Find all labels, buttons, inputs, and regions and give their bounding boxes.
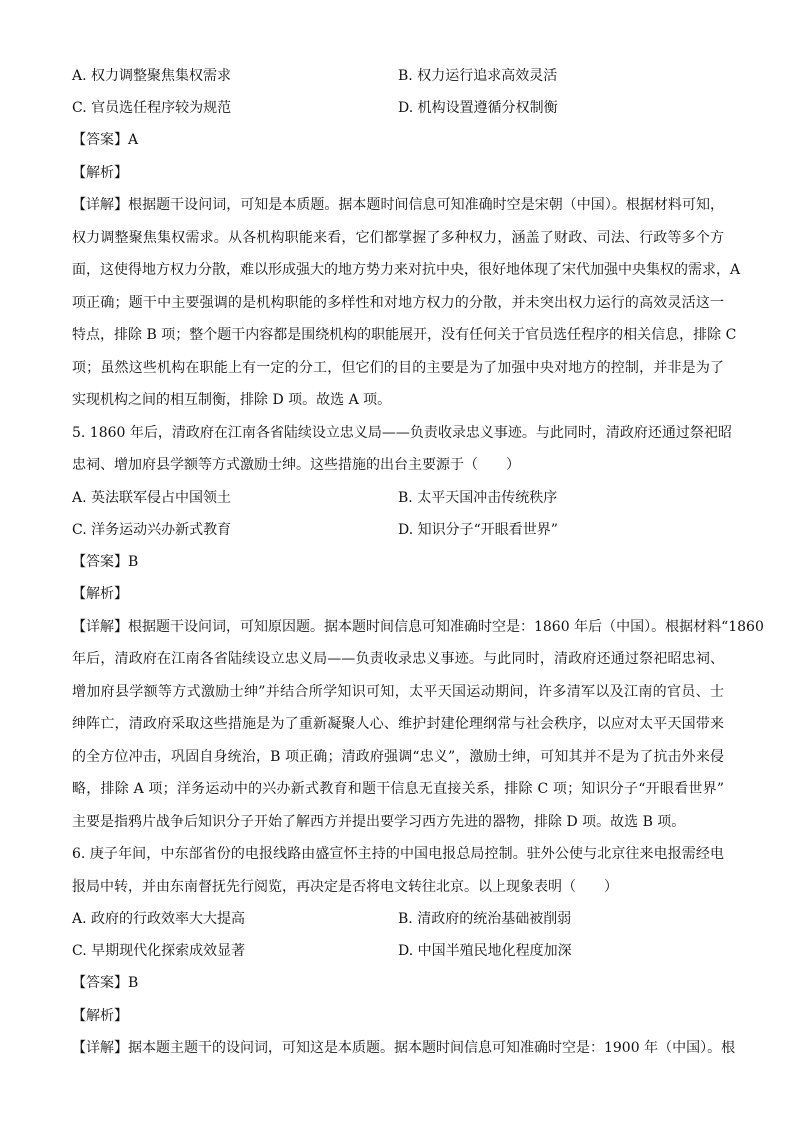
q4-options-row-2 (72, 92, 724, 124)
q6-stem-line: 6. 庚子年间，中东部省份的电报线路由盛宣怀主持的中国电报总局控制。驻外公使与北京往来电报需经电 (72, 846, 724, 862)
q6-analysis-heading: 【解析】 (72, 1007, 128, 1024)
q4-detail-line: 项正确；题干中主要强调的是机构职能的多样性和对地方权力的分散，并未突出权力运行的高效灵活这一 (72, 294, 724, 311)
q6-options-row-1 (72, 903, 724, 935)
q4-answer: 【答案】A (72, 132, 139, 148)
q5-analysis-heading: 【解析】 (72, 586, 128, 602)
q5-option-a: A. 英法联军侵占中国领土 (72, 489, 232, 506)
q5-detail-line: 主要是指鸦片战争后知识分子开始了解西方并提出要学习西方先进的器物，排除 D 项。故选 B 项。 (72, 813, 686, 830)
document-page (72, 60, 764, 1065)
q4-detail-line: 权力调整聚焦集权需求。从各机构职能来看，它们都掌握了多种权力，涵盖了财政、司法、行政等多个方 (72, 229, 724, 246)
q5-detail-line: 年后，清政府在江南各省陆续设立忠义局——负责收录忠义事迹。与此同时，清政府还通过祭祀昭忠祠、 (72, 651, 724, 667)
q5-detail-line: 增加府县学额等方式激励士绅”并结合所学知识可知，太平天国运动期间，许多清军以及江南的官员、士 (72, 683, 724, 700)
q5-detail-line: 的全方位冲击，巩固自身统治，B 项正确；清政府强调“忠义”，激励士绅，可知其并不是为了抗击外来侵 (72, 748, 724, 765)
q4-detail-line: 【详解】根据题干设问词，可知是本质题。据本题时间信息可知准确时空是宋朝（中国）。根据材料可知， (72, 197, 724, 213)
q5-stem-line: 忠祠、增加府县学额等方式激励士绅。这些措施的出台主要源于（ ） (72, 457, 520, 473)
q5-detail-line: 略，排除 A 项；洋务运动中的兴办新式教育和题干信息无直接关系，排除 C 项；知识分子“开眼看世界” (72, 781, 724, 797)
q4-option-a: A. 权力调整聚焦集权需求 (72, 68, 232, 84)
q5-option-c: C. 洋务运动兴办新式教育 (72, 521, 232, 538)
q4-detail-line: 面，这使得地方权力分散，难以形成强大的地方势力来对抗中央，很好地体现了宋代加强中央集权的需求，A (72, 262, 741, 278)
q4-option-c: C. 官员选任程序较为规范 (72, 100, 232, 116)
q4-detail-line: 实现机构之间的相互制衡，排除 D 项。故选 A 项。 (72, 392, 392, 408)
q4-options-row-1 (72, 60, 724, 92)
q5-option-d: D. 知识分子“开眼看世界” (398, 521, 558, 538)
q6-options-row-2 (72, 935, 724, 967)
q6-detail-line: 【详解】据本题主题干的设问词，可知这是本质题。据本题时间信息可知准确时空是：1900 年（中国）。根 (72, 1040, 736, 1056)
q4-option-d: D. 机构设置遵循分权制衡 (398, 100, 558, 116)
q4-detail-line: 项；虽然这些机构在职能上有一定的分工，但它们的目的主要是为了加强中央对地方的控制，并非是为了 (72, 359, 724, 376)
q6-option-b: B. 清政府的统治基础被削弱 (398, 911, 572, 927)
q6-option-a: A. 政府的行政效率大大提高 (72, 911, 246, 927)
q6-stem-line: 报局中转，并由东南督抚先行阅览，再决定是否将电文转往北京。以上现象表明（ ） (72, 878, 618, 895)
q5-option-b: B. 太平天国冲击传统秩序 (398, 489, 558, 506)
q6-option-d: D. 中国半殖民地化程度加深 (398, 943, 572, 959)
q5-detail-line: 【详解】根据题干设问词，可知原因题。据本题时间信息可知准确时空是：1860 年后（中国）。根据材料“1860 (72, 618, 764, 635)
q6-answer: 【答案】B (72, 975, 139, 991)
q4-option-b: B. 权力运行追求高效灵活 (398, 68, 558, 84)
q5-answer: 【答案】B (72, 553, 139, 570)
q5-detail-line: 绅阵亡，清政府采取这些措施是为了重新凝聚人心、维护封建伦理纲常与社会秩序，以应对太平天国带来 (72, 716, 724, 732)
q5-stem-line: 5. 1860 年后，清政府在江南各省陆续设立忠义局——负责收录忠义事迹。与此同时，清政府还通过祭祀昭 (72, 424, 732, 441)
q6-option-c: C. 早期现代化探索成效显著 (72, 943, 246, 959)
q5-options-row-2 (72, 514, 724, 546)
q4-detail-line: 特点，排除 B 项；整个题干内容都是围绕机构的职能展开，没有任何关于官员选任程序的相关信息，排除 C (72, 327, 737, 343)
q4-analysis-heading: 【解析】 (72, 164, 128, 181)
q5-options-row-1 (72, 482, 724, 514)
